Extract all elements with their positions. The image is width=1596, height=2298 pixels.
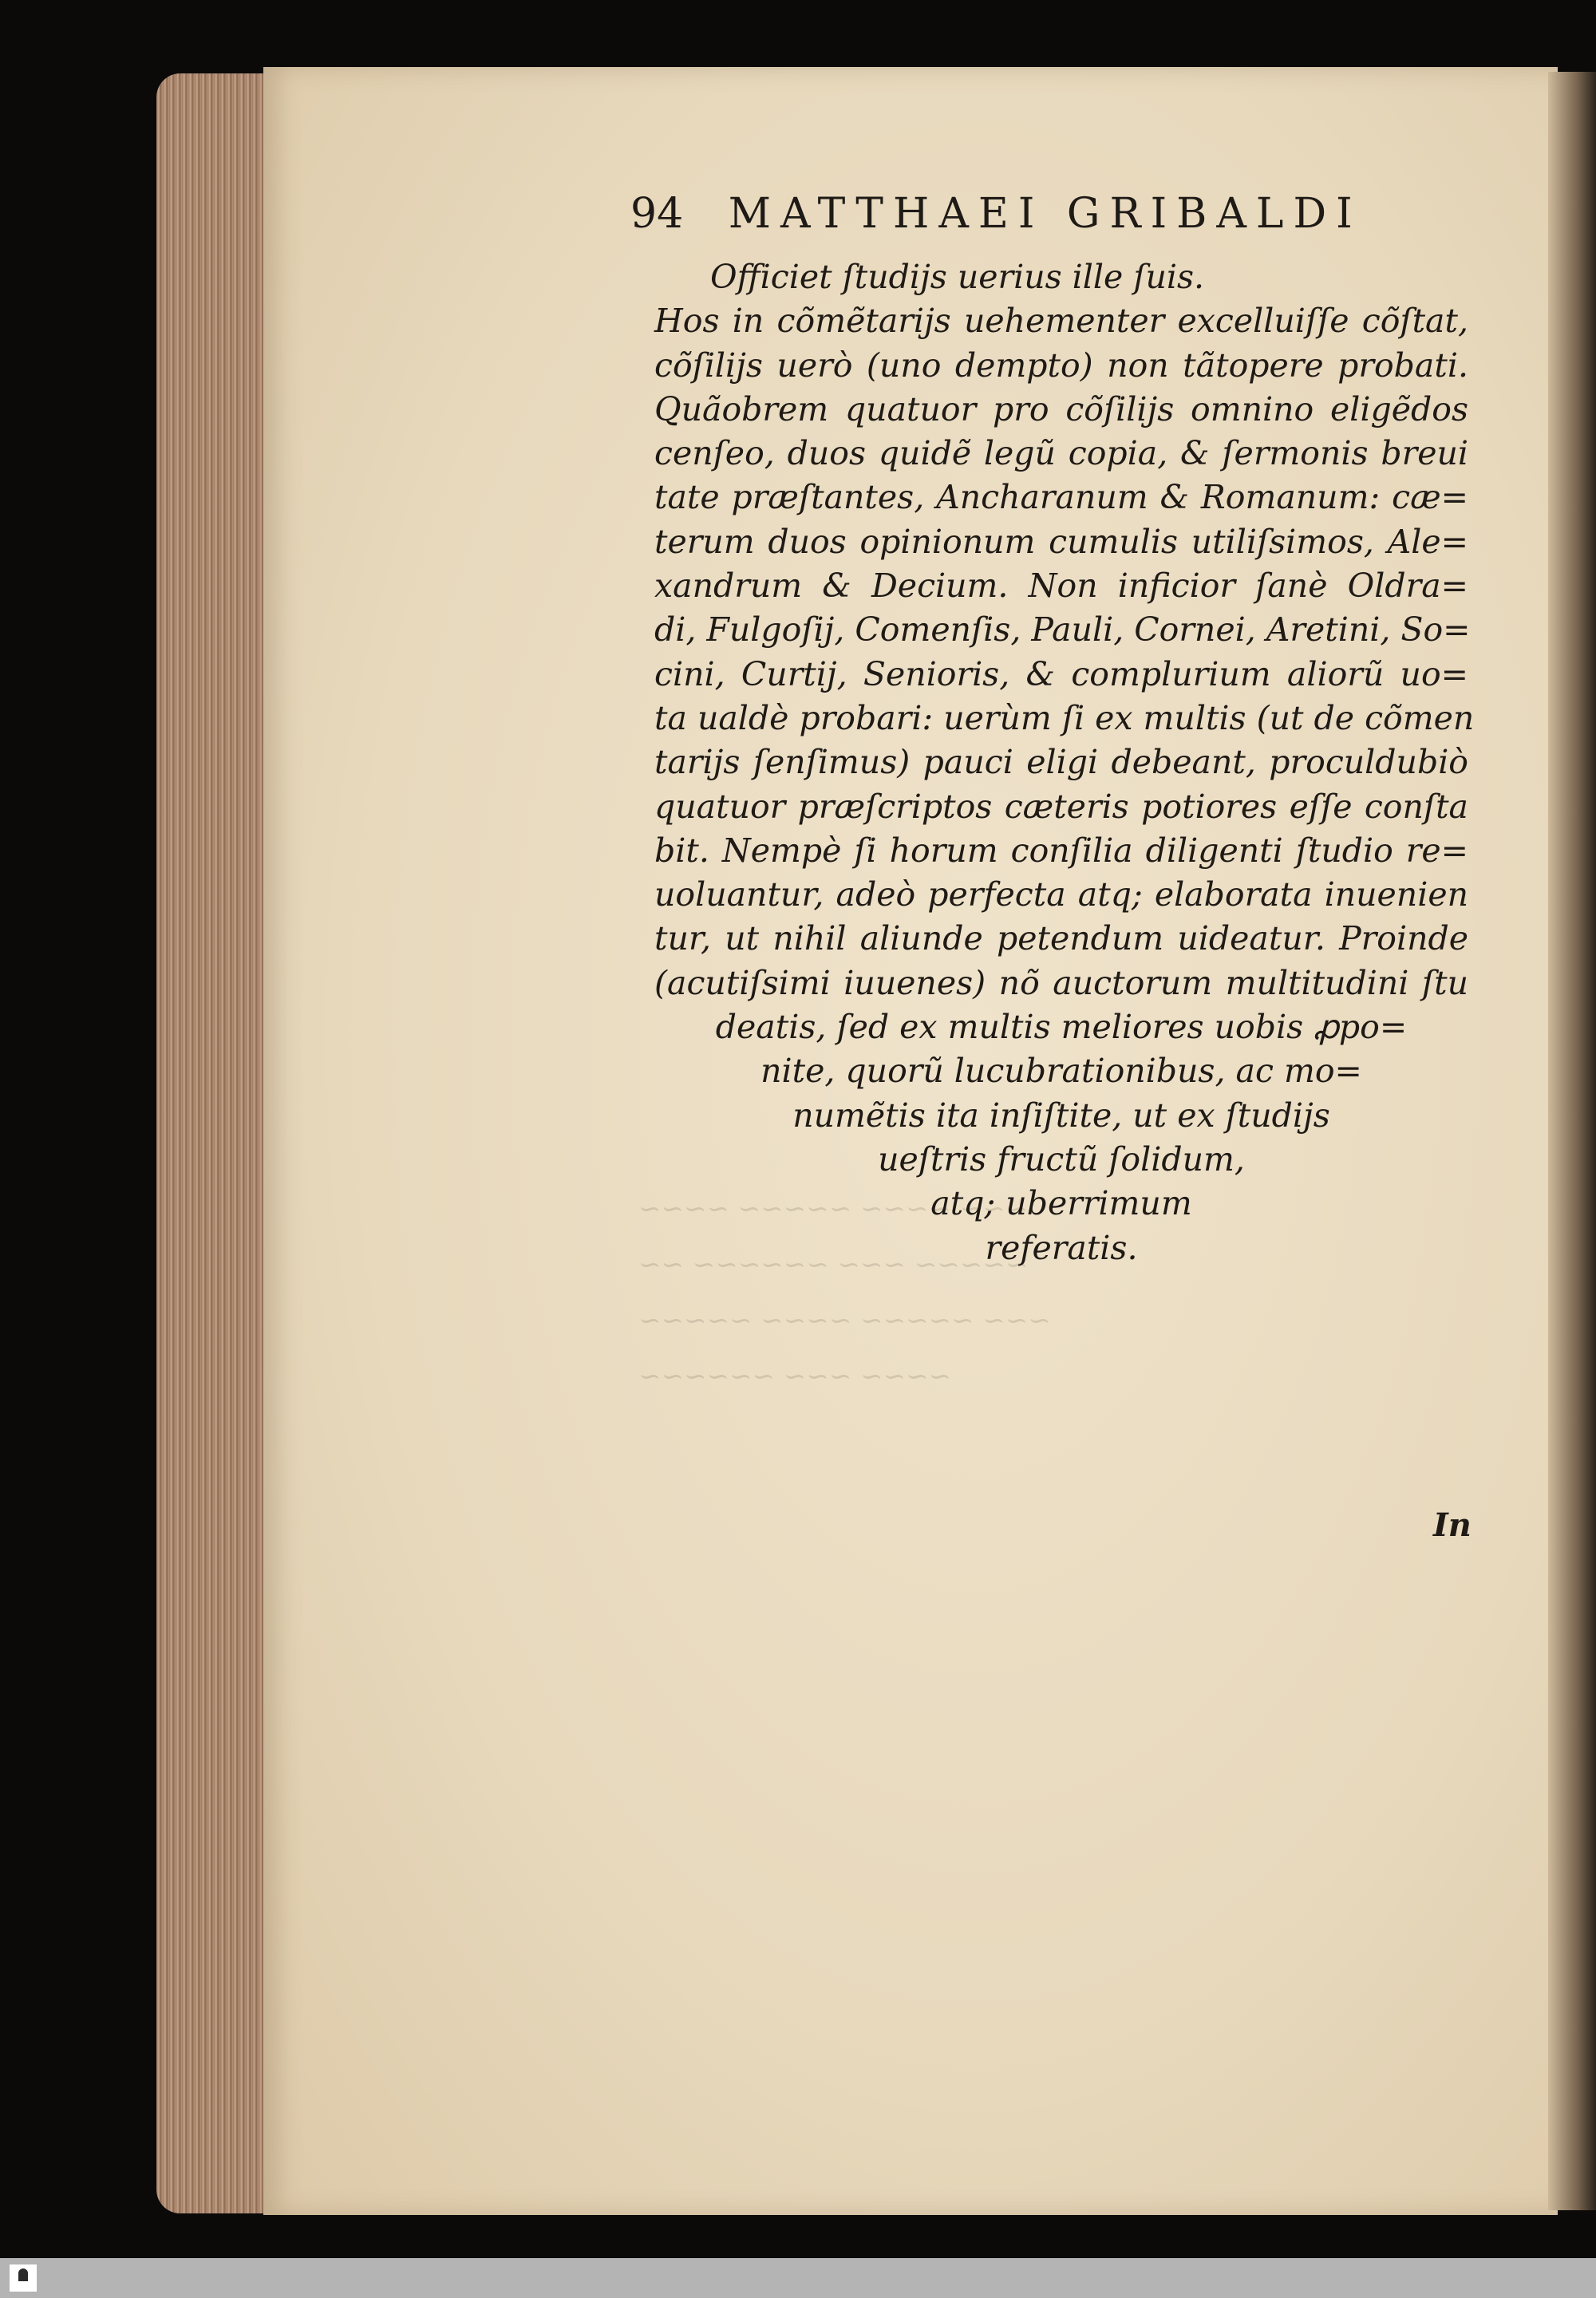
text-line: cini, Curtij, Senioris, & complurium aliorũ uo= xyxy=(654,654,1468,693)
text-line: bit. Nempè ſi horum conſilia diligenti ſtudio re= xyxy=(654,831,1468,870)
running-title: MATTHAEI GRIBALDI xyxy=(728,190,1362,238)
library-logo-icon xyxy=(10,2264,37,2292)
catchword: In xyxy=(1433,1506,1472,1544)
viewer-footer-bar xyxy=(0,2258,1596,2298)
text-line: xandrum & Decium. Non inficior ſanè Oldra= xyxy=(654,567,1468,606)
main-text-block xyxy=(654,255,1475,1270)
book-gutter xyxy=(1548,72,1596,2210)
page-number: 94 xyxy=(630,190,684,238)
text-line: tate præſtantes, Ancharanum & Romanum: cæ= xyxy=(654,478,1468,517)
text-line: Hos in cõmẽtarijs uehementer excelluiſſe cõſtat, xyxy=(654,302,1468,341)
text-line: tarijs ſenſimus) pauci eligi debeant, proculdubiò xyxy=(654,743,1468,782)
text-line: cenſeo, duos quidẽ legũ copia, & ſermonis breui xyxy=(654,434,1468,473)
text-line: referatis. xyxy=(985,1228,1138,1267)
text-line: tur, ut nihil aliunde petendum uideatur. Proinde xyxy=(654,919,1468,958)
text-line: cõſilijs uerò (uno dempto) non tãtopere probati. xyxy=(654,345,1468,385)
text-line: Officiet ſtudijs uerius ille ſuis. xyxy=(710,258,1205,296)
text-line: (acutiſsimi iuuenes) nõ auctorum multitudini ſtu xyxy=(654,963,1468,1002)
text-line: nite, quorũ lucubrationibus, ac mo= xyxy=(760,1052,1362,1091)
text-line: atq; uberrimum xyxy=(930,1184,1192,1223)
text-line: ta ualdè probari: uerùm ſi ex multis (ut de cõmen xyxy=(654,698,1475,737)
text-line: di, Fulgoſij, Comenſis, Pauli, Cornei, Aretini, So= xyxy=(654,610,1471,650)
text-line: numẽtis ita inſiſtite, ut ex ſtudijs xyxy=(792,1096,1330,1135)
text-line: Quãobrem quatuor pro cõſilijs omnino eligẽdos xyxy=(654,389,1468,428)
text-line: quatuor præſcriptos cæteris potiores eſſe conſta xyxy=(654,787,1468,826)
text-line: deatis, ſed ex multis meliores uobis ꝓpo= xyxy=(715,1008,1408,1047)
logo-mark-icon xyxy=(18,2268,28,2281)
text-line: terum duos opinionum cumulis utiliſsimos, Ale= xyxy=(654,522,1468,561)
running-head xyxy=(630,190,1412,246)
text-line: uoluantur, adeò perfecta atq; elaborata inuenien xyxy=(654,875,1468,914)
text-line: ueſtris fructũ ſolidum, xyxy=(878,1139,1245,1179)
